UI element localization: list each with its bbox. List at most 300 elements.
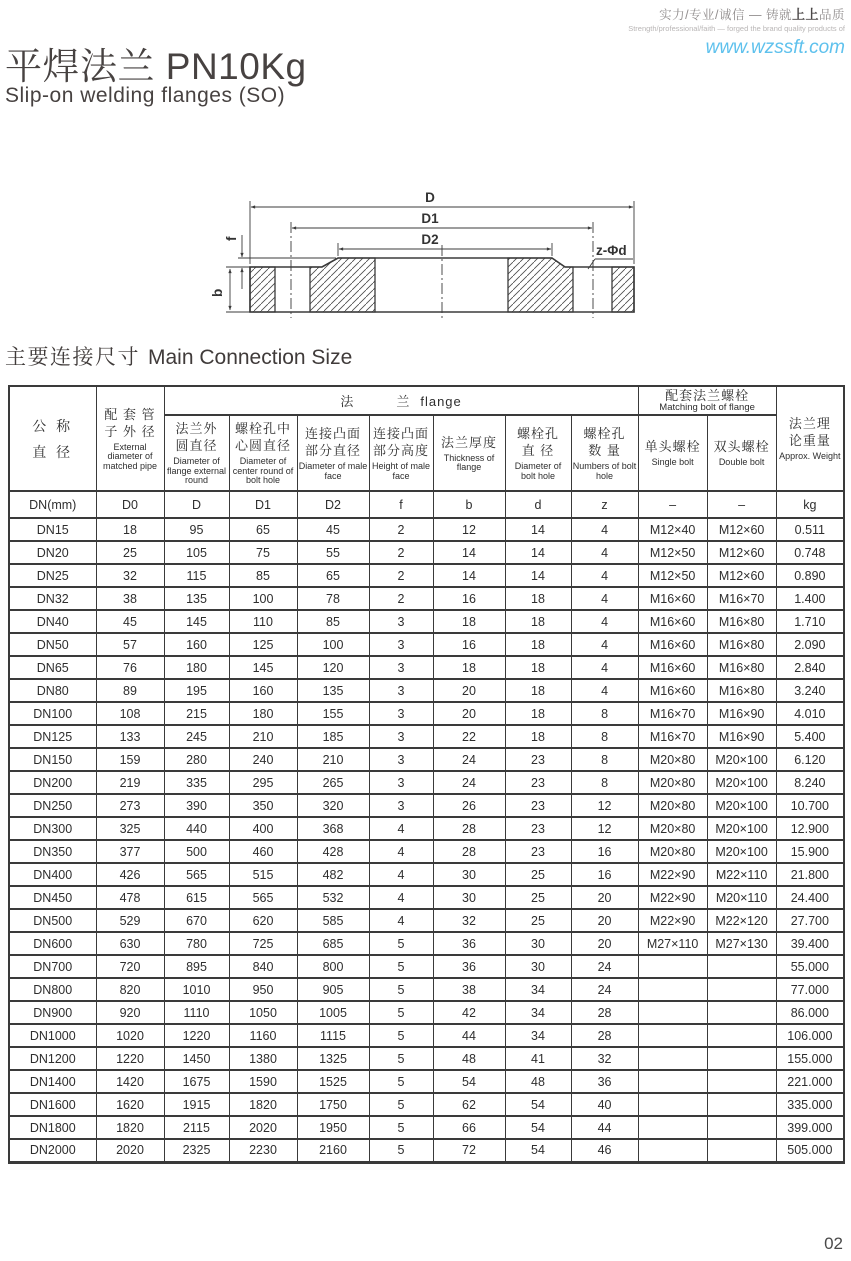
header-zh-line: 部分直径 — [304, 443, 361, 458]
table-cell: 2 — [369, 564, 433, 587]
table-cell: 565 — [229, 886, 297, 909]
header-en-line: Diameter of male face — [298, 461, 368, 481]
header-weight — [776, 386, 844, 491]
table-cell: 478 — [96, 886, 164, 909]
table-cell: M20×100 — [707, 794, 776, 817]
table-cell: 155.000 — [776, 1047, 844, 1070]
table-cell: 180 — [164, 656, 229, 679]
table-cell: 14 — [433, 564, 505, 587]
table-row — [9, 725, 844, 748]
page-title: 平焊法兰 PN10Kg — [5, 46, 307, 87]
header-zh-line: 单头螺栓 — [644, 439, 701, 455]
table-cell: M12×60 — [707, 564, 776, 587]
table-cell: 145 — [164, 610, 229, 633]
flange-drawing — [205, 185, 665, 330]
table-cell: 77.000 — [776, 978, 844, 1001]
table-cell: 46 — [571, 1139, 638, 1162]
table-cell: 18 — [505, 679, 571, 702]
table-cell: 4.010 — [776, 702, 844, 725]
table-cell: DN500 — [9, 909, 96, 932]
table-cell: 27.700 — [776, 909, 844, 932]
table-cell: 24 — [571, 955, 638, 978]
table-cell: 14 — [505, 518, 571, 541]
table-cell: 75 — [229, 541, 297, 564]
table-cell: DN100 — [9, 702, 96, 725]
brand-website[interactable]: www.wzssft.com — [705, 37, 845, 58]
table-row — [9, 909, 844, 932]
table-cell: 16 — [571, 840, 638, 863]
group-flange-zh2: 兰 — [396, 393, 411, 409]
table-cell — [707, 1070, 776, 1093]
table-cell: 18 — [505, 702, 571, 725]
table-cell: 18 — [96, 518, 164, 541]
table-cell: DN600 — [9, 932, 96, 955]
table-cell: 54 — [505, 1093, 571, 1116]
table-cell: M16×70 — [638, 702, 707, 725]
table-cell: M16×80 — [707, 633, 776, 656]
table-cell: 3 — [369, 656, 433, 679]
table-cell: 4 — [571, 656, 638, 679]
table-cell: 34 — [505, 1001, 571, 1024]
dim-label-D1: D1 — [421, 211, 439, 226]
header-zh-line: 部分高度 — [372, 443, 429, 458]
table-cell: 135 — [164, 587, 229, 610]
header-bolt-hole-diameter — [505, 415, 571, 491]
table-cell: M20×110 — [707, 886, 776, 909]
table-cell: 159 — [96, 748, 164, 771]
table-cell: DN2000 — [9, 1139, 96, 1162]
header-flange-od — [164, 415, 229, 491]
header-en-line: Diameter of center round of bolt hole — [232, 456, 294, 486]
table-cell: 1620 — [96, 1093, 164, 1116]
table-cell: 5 — [369, 1116, 433, 1139]
table-cell: 5 — [369, 1047, 433, 1070]
table-cell: 2020 — [96, 1139, 164, 1162]
table-cell: 895 — [164, 955, 229, 978]
table-cell: 3 — [369, 748, 433, 771]
table-cell: 4 — [571, 610, 638, 633]
table-cell: 219 — [96, 771, 164, 794]
table-cell: 105 — [164, 541, 229, 564]
table-cell: 1750 — [297, 1093, 369, 1116]
table-row — [9, 1047, 844, 1070]
symbol-cell: – — [638, 491, 707, 518]
table-cell: 440 — [164, 817, 229, 840]
table-cell: 95 — [164, 518, 229, 541]
table-cell: 5 — [369, 1070, 433, 1093]
table-cell: 3 — [369, 610, 433, 633]
table-cell — [638, 1070, 707, 1093]
table-cell: 120 — [297, 656, 369, 679]
table-cell: DN300 — [9, 817, 96, 840]
table-cell: 4 — [571, 564, 638, 587]
symbol-cell: D — [164, 491, 229, 518]
table-cell — [638, 1001, 707, 1024]
header-zh-line: 圆直径 — [175, 438, 218, 454]
table-cell: 210 — [229, 725, 297, 748]
header-double-bolt — [707, 415, 776, 491]
table-cell: 115 — [164, 564, 229, 587]
table-cell: 23 — [505, 771, 571, 794]
table-row — [9, 564, 844, 587]
dim-label-D2: D2 — [421, 232, 439, 247]
table-cell: 4 — [571, 633, 638, 656]
table-cell: 100 — [297, 633, 369, 656]
table-cell: 5 — [369, 932, 433, 955]
table-cell: 950 — [229, 978, 297, 1001]
table-row — [9, 840, 844, 863]
table-cell: M20×80 — [638, 748, 707, 771]
table-cell: M16×70 — [638, 725, 707, 748]
table-cell: 325 — [96, 817, 164, 840]
table-cell: 135 — [297, 679, 369, 702]
table-cell: DN25 — [9, 564, 96, 587]
header-nominal-diameter — [9, 386, 96, 491]
table-row — [9, 863, 844, 886]
header-flange-thickness — [433, 415, 505, 491]
table-cell: 1010 — [164, 978, 229, 1001]
table-cell: 65 — [297, 564, 369, 587]
table-cell: 685 — [297, 932, 369, 955]
table-cell: M20×80 — [638, 794, 707, 817]
table-cell: 12.900 — [776, 817, 844, 840]
table-cell: DN1200 — [9, 1047, 96, 1070]
table-cell: 8 — [571, 748, 638, 771]
table-cell: DN900 — [9, 1001, 96, 1024]
table-cell: 1160 — [229, 1024, 297, 1047]
header-zh-line: 连接凸面 — [304, 426, 361, 441]
table-cell: 18 — [505, 610, 571, 633]
table-cell: 30 — [505, 955, 571, 978]
header-zh-line: 心圆直径 — [234, 438, 291, 454]
table-cell: 2 — [369, 518, 433, 541]
table-cell: 565 — [164, 863, 229, 886]
table-cell: 390 — [164, 794, 229, 817]
table-cell: 145 — [229, 656, 297, 679]
table-cell: DN125 — [9, 725, 96, 748]
table-cell: 25 — [505, 863, 571, 886]
table-cell: 515 — [229, 863, 297, 886]
table-row — [9, 748, 844, 771]
table-cell: M12×50 — [638, 564, 707, 587]
connection-size-table — [8, 385, 845, 1164]
table-cell: 41 — [505, 1047, 571, 1070]
page-number: 02 — [824, 1234, 843, 1253]
section-title-zh: 主要连接尺寸 — [5, 346, 140, 369]
symbol-cell: D2 — [297, 491, 369, 518]
brand-slogan-en: Strength/professional/faith — forged the brand quality products of — [628, 24, 845, 33]
table-cell: 25 — [96, 541, 164, 564]
table-cell: 210 — [297, 748, 369, 771]
header-single-bolt — [638, 415, 707, 491]
table-cell: 1915 — [164, 1093, 229, 1116]
table-cell: M22×120 — [707, 909, 776, 932]
table-cell: 670 — [164, 909, 229, 932]
table-cell: DN450 — [9, 886, 96, 909]
table-cell: M16×80 — [707, 610, 776, 633]
table-cell: 89 — [96, 679, 164, 702]
table-cell: M16×80 — [707, 656, 776, 679]
table-row — [9, 587, 844, 610]
table-cell: DN32 — [9, 587, 96, 610]
table-cell: 460 — [229, 840, 297, 863]
table-cell: 800 — [297, 955, 369, 978]
table-cell: 18 — [505, 725, 571, 748]
table-cell: 23 — [505, 748, 571, 771]
table-row — [9, 679, 844, 702]
table-cell — [638, 1139, 707, 1162]
table-cell: DN50 — [9, 633, 96, 656]
table-row — [9, 702, 844, 725]
table-cell: 24 — [433, 748, 505, 771]
table-row — [9, 1001, 844, 1024]
table-cell: 66 — [433, 1116, 505, 1139]
symbol-row — [9, 491, 844, 518]
table-cell: DN1800 — [9, 1116, 96, 1139]
table-cell: 20 — [571, 886, 638, 909]
table-cell: 720 — [96, 955, 164, 978]
table-cell: 1820 — [229, 1093, 297, 1116]
table-row — [9, 817, 844, 840]
table-cell: 20 — [571, 909, 638, 932]
table-cell: 3 — [369, 633, 433, 656]
table-row — [9, 955, 844, 978]
table-cell: 482 — [297, 863, 369, 886]
table-cell: 620 — [229, 909, 297, 932]
table-cell: M16×90 — [707, 725, 776, 748]
table-cell: 20 — [571, 932, 638, 955]
header-zh-line: 法兰厚度 — [440, 434, 497, 450]
table-cell: DN80 — [9, 679, 96, 702]
table-cell: 1675 — [164, 1070, 229, 1093]
table-cell: 265 — [297, 771, 369, 794]
table-cell: 240 — [229, 748, 297, 771]
table-cell — [707, 1139, 776, 1162]
table-cell: 585 — [297, 909, 369, 932]
table-cell: 14 — [433, 541, 505, 564]
table-cell: 36 — [433, 955, 505, 978]
table-cell: 15.900 — [776, 840, 844, 863]
table-cell: 14 — [505, 541, 571, 564]
table-cell: M16×60 — [638, 679, 707, 702]
table-cell: 1.400 — [776, 587, 844, 610]
table-cell: DN400 — [9, 863, 96, 886]
table-cell: 133 — [96, 725, 164, 748]
table-cell: 30 — [505, 932, 571, 955]
table-cell: 2.840 — [776, 656, 844, 679]
group-flange-zh1: 法 — [340, 393, 355, 409]
table-cell: 5 — [369, 1024, 433, 1047]
table-row — [9, 1116, 844, 1139]
section-title-en: Main Connection Size — [148, 346, 353, 369]
table-cell: 38 — [96, 587, 164, 610]
page-subtitle: Slip-on welding flanges (SO) — [5, 84, 286, 107]
table-cell: 3.240 — [776, 679, 844, 702]
table-cell: 1220 — [164, 1024, 229, 1047]
table-row — [9, 932, 844, 955]
table-cell — [707, 978, 776, 1001]
table-cell: 5.400 — [776, 725, 844, 748]
table-cell: DN150 — [9, 748, 96, 771]
table-cell: 28 — [571, 1001, 638, 1024]
table-cell: 32 — [433, 909, 505, 932]
dim-label-f: f — [224, 236, 239, 241]
header-en-line: Diameter of flange external round — [166, 456, 227, 486]
table-cell: 78 — [297, 587, 369, 610]
table-cell: 280 — [164, 748, 229, 771]
table-cell: M16×60 — [638, 633, 707, 656]
table-cell: 160 — [164, 633, 229, 656]
table-cell: 377 — [96, 840, 164, 863]
table-cell: 4 — [369, 817, 433, 840]
table-cell: M27×110 — [638, 932, 707, 955]
header-en-line: Thickness of flange — [443, 452, 495, 472]
table-cell: 5 — [369, 978, 433, 1001]
brand-slogan-bold: 上上 — [791, 7, 819, 22]
table-cell: 1115 — [297, 1024, 369, 1047]
table-cell: 780 — [164, 932, 229, 955]
table-cell: 4 — [369, 863, 433, 886]
table-cell: M12×60 — [707, 541, 776, 564]
table-cell: DN40 — [9, 610, 96, 633]
table-cell — [638, 1024, 707, 1047]
header-zh-line: 法兰理 — [788, 416, 831, 432]
table-cell: 23 — [505, 817, 571, 840]
table-cell: 23 — [505, 840, 571, 863]
table-cell: 32 — [571, 1047, 638, 1070]
table-row — [9, 794, 844, 817]
table-cell: 1050 — [229, 1001, 297, 1024]
table-cell: 16 — [571, 863, 638, 886]
table-cell: DN1600 — [9, 1093, 96, 1116]
table-cell: 195 — [164, 679, 229, 702]
table-cell: 32 — [96, 564, 164, 587]
table-cell: 368 — [297, 817, 369, 840]
table-cell: 16 — [433, 587, 505, 610]
table-cell: 36 — [571, 1070, 638, 1093]
table-cell: 532 — [297, 886, 369, 909]
table-cell: 38 — [433, 978, 505, 1001]
table-cell: 25 — [505, 909, 571, 932]
table-cell: M12×50 — [638, 541, 707, 564]
table-cell — [638, 1116, 707, 1139]
header-en-line: External diameter of matched pipe — [102, 441, 158, 471]
table-cell: 2230 — [229, 1139, 297, 1162]
table-cell: 3 — [369, 725, 433, 748]
header-en-line: Height of male face — [371, 461, 431, 481]
brand-slogan-pre: 实力/专业/诚信 — 铸就 — [659, 8, 792, 22]
table-cell: 0.890 — [776, 564, 844, 587]
table-cell: M16×80 — [707, 679, 776, 702]
table-cell: 615 — [164, 886, 229, 909]
table-cell: 39.400 — [776, 932, 844, 955]
table-row — [9, 771, 844, 794]
table-cell: 426 — [96, 863, 164, 886]
table-cell — [638, 1047, 707, 1070]
table-cell: M16×60 — [638, 610, 707, 633]
table-cell: 320 — [297, 794, 369, 817]
table-cell: 44 — [571, 1116, 638, 1139]
table-cell: DN1400 — [9, 1070, 96, 1093]
table-cell: 85 — [297, 610, 369, 633]
table-cell: 1325 — [297, 1047, 369, 1070]
table-cell: 1420 — [96, 1070, 164, 1093]
header-bolt-circle — [229, 415, 297, 491]
header-en-line: Single bolt — [651, 457, 694, 468]
table-row — [9, 518, 844, 541]
table-cell: DN65 — [9, 656, 96, 679]
table-cell: 45 — [96, 610, 164, 633]
table-cell: 820 — [96, 978, 164, 1001]
table-cell: 1525 — [297, 1070, 369, 1093]
table-cell: 8 — [571, 771, 638, 794]
header-zh-line: 螺栓孔 — [583, 426, 626, 441]
symbol-cell: D1 — [229, 491, 297, 518]
table-cell — [638, 955, 707, 978]
table-cell: 62 — [433, 1093, 505, 1116]
table-cell: 1110 — [164, 1001, 229, 1024]
table-cell: 86.000 — [776, 1001, 844, 1024]
table-cell: 2.090 — [776, 633, 844, 656]
table-cell: 12 — [571, 817, 638, 840]
table-cell: 34 — [505, 978, 571, 1001]
header-en-line: Double bolt — [718, 457, 765, 468]
table-cell: 1.710 — [776, 610, 844, 633]
table-cell: 28 — [433, 817, 505, 840]
table-cell — [638, 978, 707, 1001]
table-cell: 110 — [229, 610, 297, 633]
symbol-cell: d — [505, 491, 571, 518]
table-cell: 5 — [369, 955, 433, 978]
table-cell: 905 — [297, 978, 369, 1001]
table-cell: 24 — [571, 978, 638, 1001]
table-cell — [707, 1093, 776, 1116]
table-cell: 5 — [369, 1093, 433, 1116]
table-cell: 24 — [433, 771, 505, 794]
table-cell: 273 — [96, 794, 164, 817]
table-cell: 221.000 — [776, 1070, 844, 1093]
table-cell — [707, 1047, 776, 1070]
table-cell: 500 — [164, 840, 229, 863]
table-cell: 529 — [96, 909, 164, 932]
group-bolt-zh: 配套法兰螺栓 — [665, 387, 750, 403]
table-cell: 2160 — [297, 1139, 369, 1162]
table-cell: 2 — [369, 541, 433, 564]
dim-label-b: b — [210, 288, 225, 297]
header-male-face-diameter — [297, 415, 369, 491]
table-cell: 335.000 — [776, 1093, 844, 1116]
table-row — [9, 1024, 844, 1047]
connection-size-table-wrap — [8, 385, 843, 1164]
table-cell: 4 — [571, 518, 638, 541]
dim-label-D: D — [425, 190, 435, 205]
table-row — [9, 610, 844, 633]
brand-slogan-zh — [628, 4, 845, 23]
header-zh-line: 直 径 — [32, 443, 74, 460]
table-cell: M20×80 — [638, 771, 707, 794]
table-cell: 335 — [164, 771, 229, 794]
table-cell: 160 — [229, 679, 297, 702]
header-zh-line: 双头螺栓 — [713, 439, 770, 455]
table-cell: 4 — [571, 587, 638, 610]
table-cell: DN1000 — [9, 1024, 96, 1047]
table-cell — [707, 1116, 776, 1139]
brand-block — [628, 4, 845, 59]
table-cell: 1590 — [229, 1070, 297, 1093]
table-cell: 23 — [505, 794, 571, 817]
table-cell: DN20 — [9, 541, 96, 564]
header-zh-line: 螺栓孔中 — [234, 421, 291, 437]
